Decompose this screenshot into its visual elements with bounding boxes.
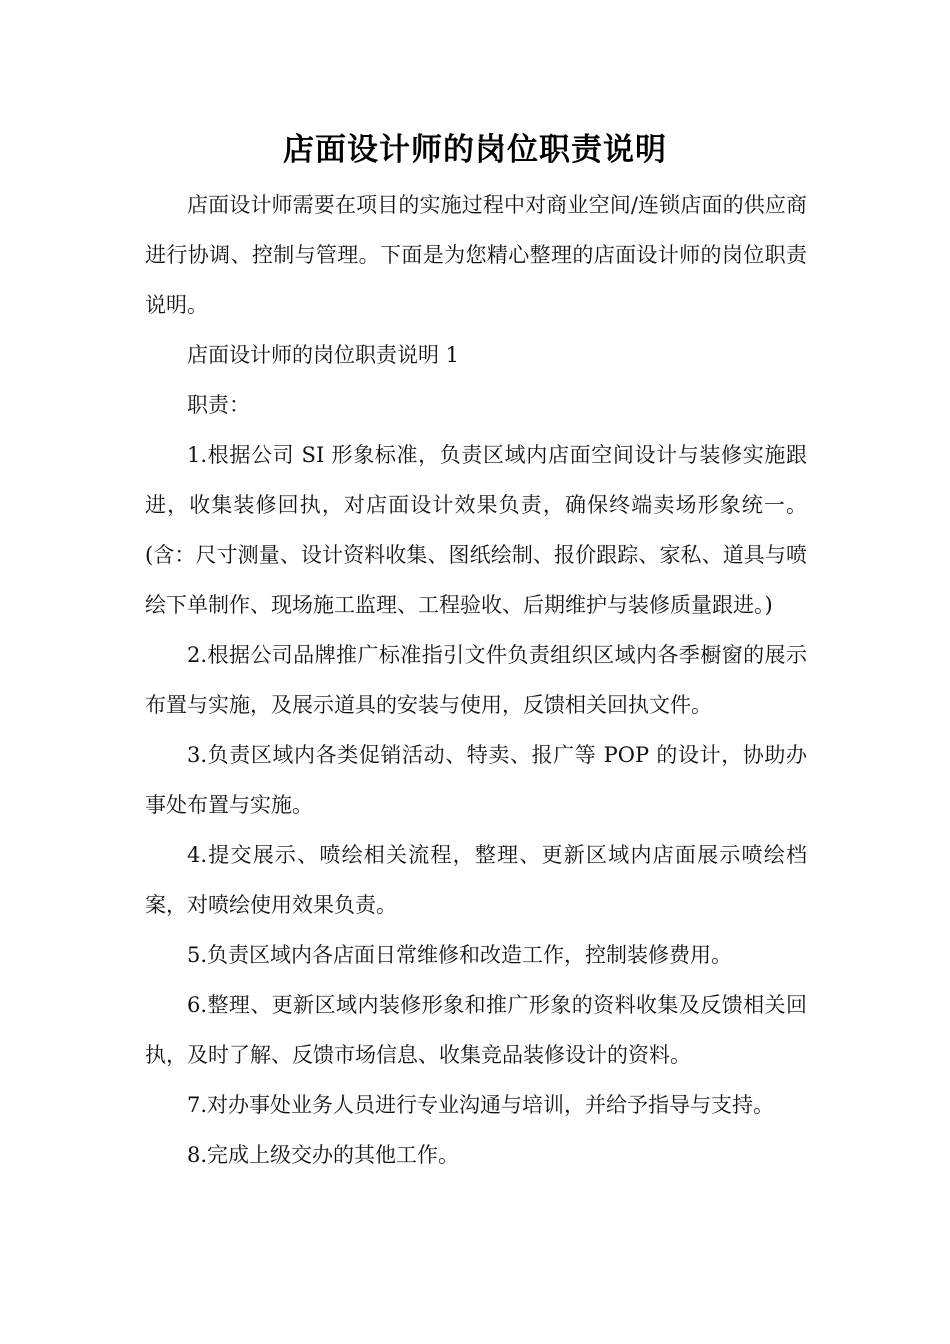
duty-item-1: 1.根据公司 SI 形象标准，负责区域内店面空间设计与装修实施跟进，收集装修回执，对店面设计效果负责，确保终端卖场形象统一。(含：尺寸测量、设计资料收集、图纸绘制、报价跟踪、家私、道具与喷绘下单制作、现场施工监理、工程验收、后期维护与装修质量跟进。)	[145, 443, 807, 617]
duty-item-5: 5.负责区域内各店面日常维修和改造工作，控制装修费用。	[187, 943, 733, 967]
duty-item-2: 2.根据公司品牌推广标准指引文件负责组织区域内各季橱窗的展示布置与实施，及展示道具的安装与使用，反馈相关回执文件。	[145, 643, 807, 717]
intro-paragraph: 店面设计师需要在项目的实施过程中对商业空间/连锁店面的供应商进行协调、控制与管理。下面是为您精心整理的店面设计师的岗位职责说明。	[145, 193, 807, 317]
duty-item-8: 8.完成上级交办的其他工作。	[187, 1143, 460, 1167]
duty-item-3: 3.负责区域内各类促销活动、特卖、报广等 POP 的设计，协助办事处布置与实施。	[145, 743, 807, 817]
duty-item-7: 7.对办事处业务人员进行专业沟通与培训，并给予指导与支持。	[187, 1093, 775, 1117]
document-title: 店面设计师的岗位职责说明	[283, 132, 667, 168]
duty-item-6: 6.整理、更新区域内装修形象和推广形象的资料收集及反馈相关回执，及时了解、反馈市场信息、收集竞品装修设计的资料。	[145, 993, 807, 1067]
document-body	[145, 180, 807, 1180]
duties-label: 职责：	[187, 393, 250, 417]
section-heading: 店面设计师的岗位职责说明 1	[187, 343, 460, 367]
duty-item-4: 4.提交展示、喷绘相关流程，整理、更新区域内店面展示喷绘档案，对喷绘使用效果负责。	[145, 843, 807, 917]
